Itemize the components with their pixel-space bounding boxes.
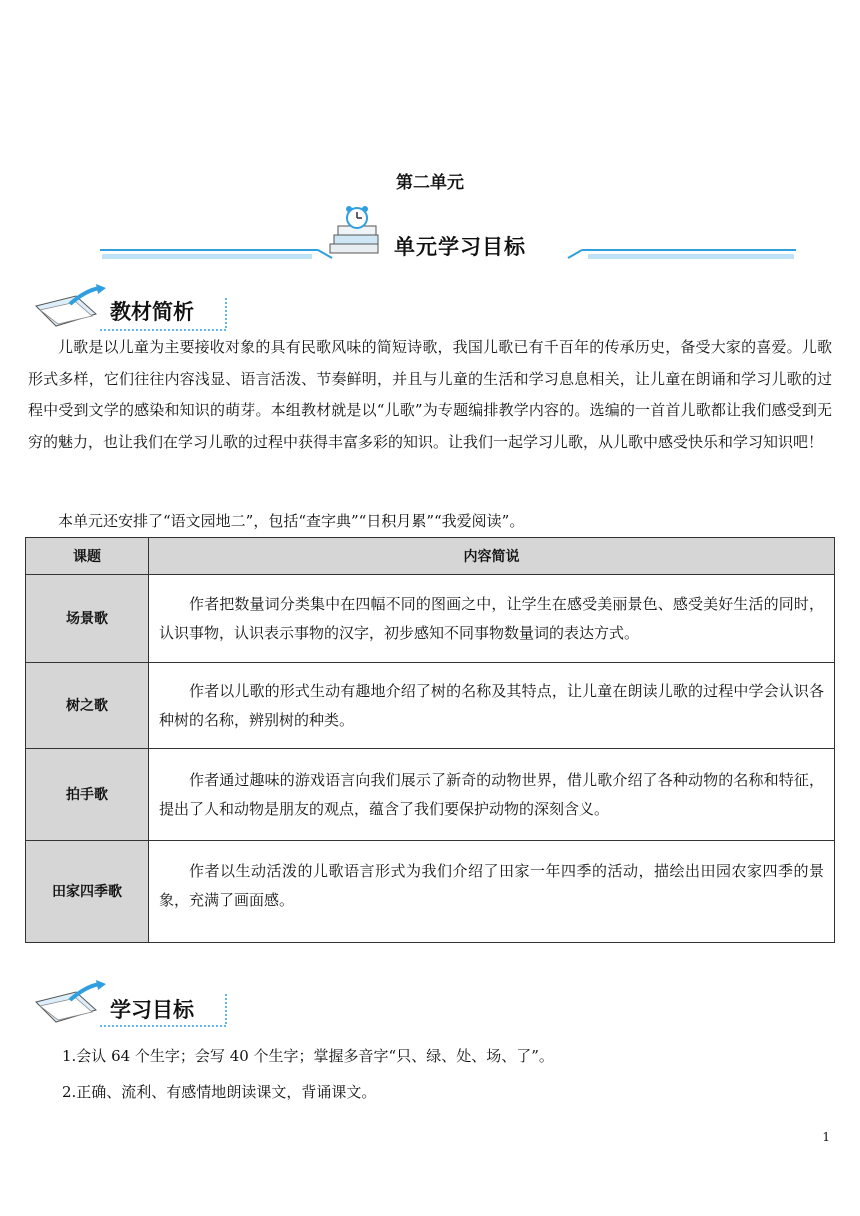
table-row	[26, 663, 835, 749]
table-row	[26, 841, 835, 943]
goal-item: 2.正确、流利、有感情地朗读课文，背诵课文。	[62, 1083, 377, 1101]
garden-paragraph: 本单元还安排了“语文园地二”，包括“查字典”“日积月累”“我爱阅读”。	[58, 512, 525, 530]
section-title-analysis: 教材简析	[110, 300, 194, 324]
content-table	[25, 537, 835, 943]
unit-goals-banner	[96, 204, 800, 268]
section-header-analysis	[30, 284, 270, 336]
table-row	[26, 749, 835, 841]
row-topic: 场景歌	[26, 575, 149, 663]
books-clock-icon	[330, 206, 378, 253]
section-header-goals	[30, 980, 270, 1032]
row-desc: 作者通过趣味的游戏语言向我们展示了新奇的动物世界，借儿歌介绍了各种动物的名称和特征，提出了人和动物是朋友的观点，蕴含了我们要保护动物的深刻含义。	[149, 749, 835, 841]
header-summary: 内容简说	[149, 538, 835, 575]
row-topic: 田家四季歌	[26, 841, 149, 943]
row-topic: 拍手歌	[26, 749, 149, 841]
unit-title: 第二单元	[396, 173, 464, 193]
row-desc: 作者以生动活泼的儿歌语言形式为我们介绍了田家一年四季的活动，描绘出田园农家四季的景象，充满了画面感。	[149, 841, 835, 943]
header-topic: 课题	[26, 538, 149, 575]
page-number: 1	[822, 1130, 830, 1144]
row-topic: 树之歌	[26, 663, 149, 749]
row-desc: 作者把数量词分类集中在四幅不同的图画之中，让学生在感受美丽景色、感受美好生活的同时，认识事物，认识表示事物的汉字，初步感知不同事物数量词的表达方式。	[149, 575, 835, 663]
analysis-paragraph: 儿歌是以儿童为主要接收对象的具有民歌风味的简短诗歌，我国儿歌已有千百年的传承历史，备受大家的喜爱。儿歌形式多样，它们往往内容浅显、语言活泼、节奏鲜明，并且与儿童的生活和学习息息相关，让儿童在朗诵和学习儿歌的过程中受到文学的感染和知识的萌芽。本组教材就是以“儿歌”为专题编排教学内容的。选编的一首首儿歌都让我们感受到无穷的魅力，也让我们在学习儿歌的过程中获得丰富多彩的知识。让我们一起学习儿歌，从儿歌中感受快乐和学习知识吧！	[28, 338, 832, 451]
row-desc: 作者以儿歌的形式生动有趣地介绍了树的名称及其特点，让儿童在朗读儿歌的过程中学会认识各种树的名称，辨别树的种类。	[149, 663, 835, 749]
table-row	[26, 575, 835, 663]
section-title-goals: 学习目标	[110, 998, 194, 1022]
table-header-row	[26, 538, 835, 575]
banner-title: 单元学习目标	[394, 235, 526, 259]
goal-item: 1.会认 64 个生字；会写 40 个生字；掌握多音字“只、绿、处、场、了”。	[62, 1047, 554, 1065]
